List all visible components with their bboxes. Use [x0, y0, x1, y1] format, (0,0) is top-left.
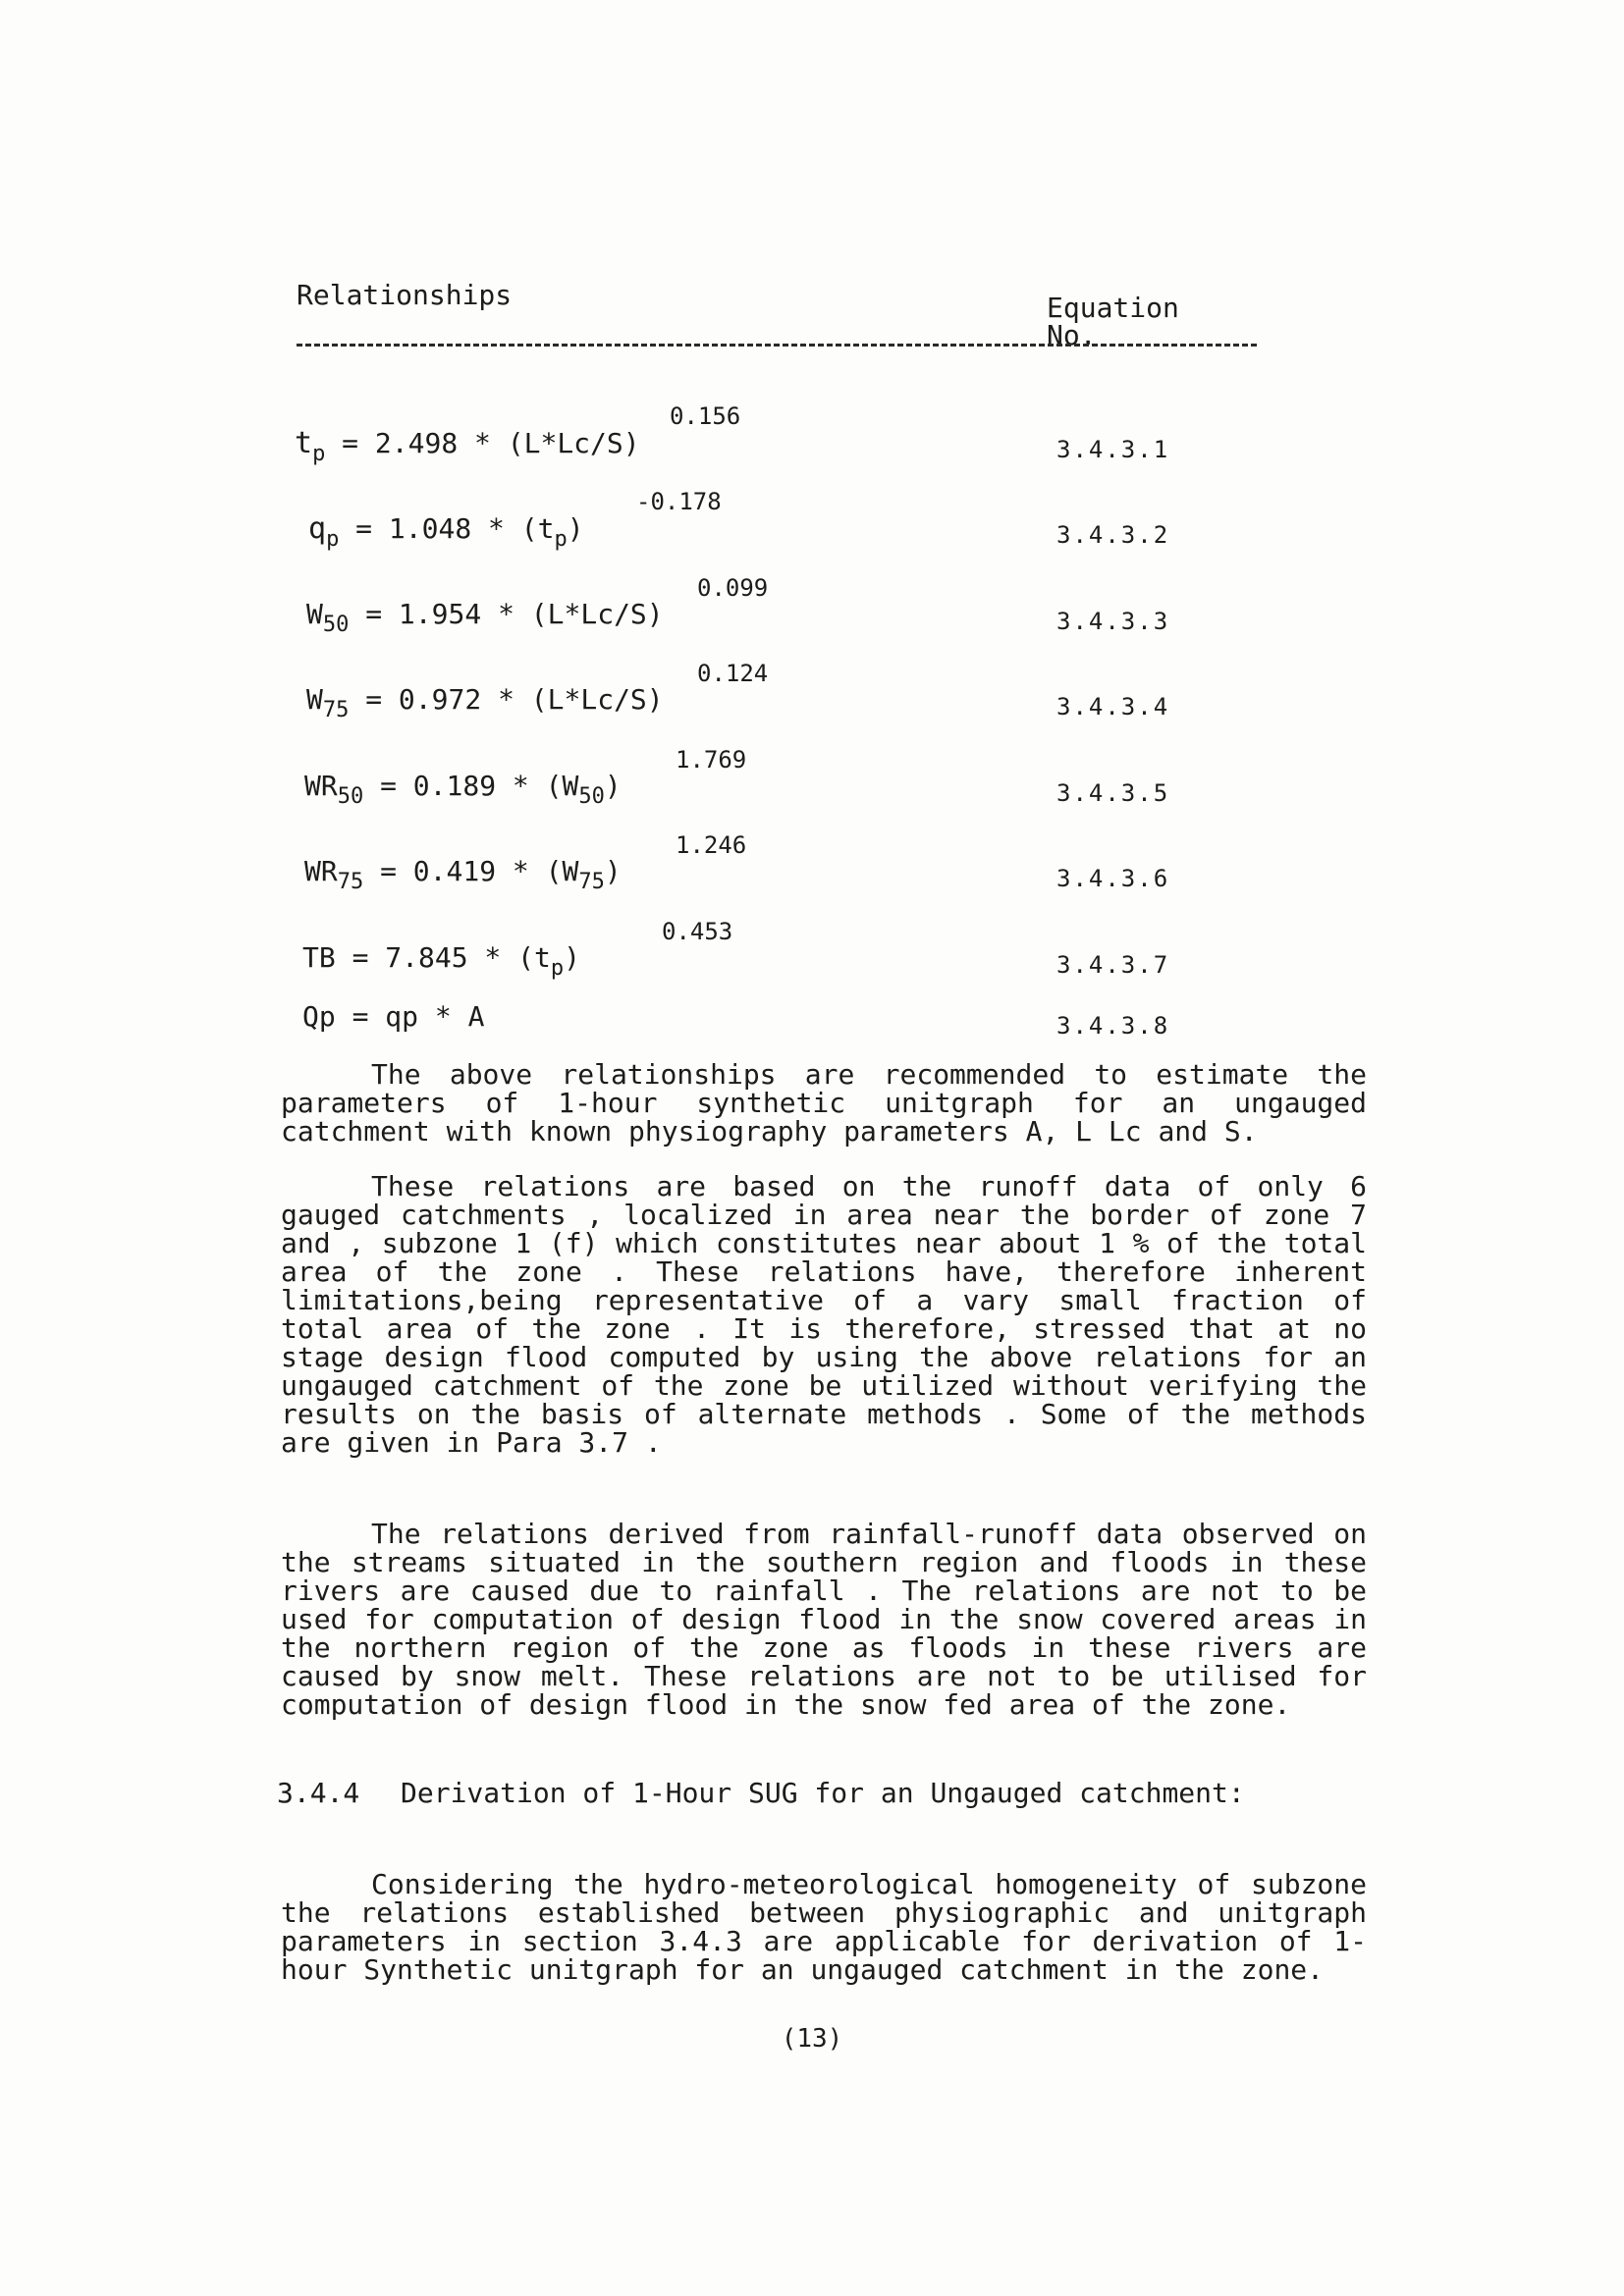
equation-lhs: WR: [304, 855, 338, 887]
section-number: 3.4.4: [277, 1777, 360, 1809]
equation-lhs-subscript: p: [312, 442, 326, 466]
equation-rhs-tail: ): [604, 855, 622, 887]
equation-formula: [306, 598, 664, 637]
equation-rhs-subscript: p: [550, 956, 565, 981]
equation-exponent: 0.453: [662, 918, 733, 945]
equation-lhs: WR: [304, 770, 338, 802]
equation-lhs: q: [308, 511, 327, 546]
equation-row: [291, 402, 1272, 471]
equation-lhs-subscript: 75: [337, 870, 364, 894]
equation-rhs-tail: ): [564, 941, 580, 974]
equation-row: [291, 977, 1272, 1045]
equation-lhs-subscript: 50: [322, 613, 350, 637]
equation-exponent: 1.769: [676, 746, 747, 774]
equation-lhs-subscript: p: [326, 527, 340, 552]
equation-row: [291, 574, 1272, 643]
equation-formula: [302, 941, 580, 981]
equation-formula: [295, 426, 640, 466]
header-rule: [297, 344, 1257, 347]
equation-row: [291, 831, 1272, 900]
equation-number: 3.4.3.3: [1056, 608, 1170, 635]
equation-row: [291, 488, 1272, 557]
equation-lhs-subscript: 50: [337, 784, 364, 809]
equation-number: 3.4.3.8: [1056, 1012, 1170, 1040]
equation-formula: [302, 1000, 484, 1033]
equation-rhs-subscript: 75: [578, 870, 605, 894]
equation-lhs: W: [306, 683, 323, 716]
equation-number: 3.4.3.2: [1056, 521, 1170, 549]
equation-number: 3.4.3.7: [1056, 951, 1170, 979]
equation-rhs: = qp * A: [335, 1000, 485, 1033]
equation-formula: [304, 855, 622, 894]
equation-row: [291, 746, 1272, 815]
equation-number: 3.4.3.5: [1056, 779, 1170, 807]
equation-formula: [308, 511, 584, 552]
column-header-relationships: Relationships: [297, 279, 513, 311]
equation-rhs-subscript: p: [554, 527, 568, 552]
equation-exponent: -0.178: [636, 488, 722, 515]
equation-rhs: = 1.954 * (L*Lc/S): [349, 598, 664, 630]
equation-number: 3.4.3.4: [1056, 693, 1170, 721]
page-number: (13): [781, 2024, 843, 2054]
equation-lhs: Qp: [302, 1000, 336, 1033]
paragraph-limitations: These relations are based on the runoff data of only 6 gauged catchments , localized in area near the border of zone 7 and , subzone 1 (f) which constitutes near about 1 % of the total area of the zone . These relations have, therefore inherent limitations,being representative of a vary small fraction of total area of the zone . It is therefore, stressed that at no stage design flood computed by using the above relations for an ungauged catchment of the zone be utilized without verifying the results on the basis of alternate methods . Some of the methods are given in Para 3.7 .: [281, 1170, 1367, 1459]
column-header-equation-no: [1047, 294, 1179, 349]
equation-rhs-tail: ): [604, 770, 622, 802]
paragraph-recommendation: The above relationships are recommended to estimate the parameters of 1-hour synthetic unitgraph for an ungauged catchment with known physiography parameters A, L Lc and S.: [281, 1058, 1367, 1148]
equation-number: 3.4.3.1: [1056, 436, 1170, 463]
equation-exponent: 0.156: [670, 402, 741, 430]
equation-formula: [306, 683, 664, 722]
equation-rhs: = 0.189 * (W: [363, 770, 579, 802]
equation-header-line2: No.: [1047, 319, 1097, 351]
equation-rhs: = 2.498 * (L*Lc/S): [325, 427, 640, 459]
equation-lhs: W: [306, 598, 323, 630]
equation-exponent: 1.246: [676, 831, 747, 859]
equation-row: [291, 660, 1272, 728]
equation-exponent: 0.124: [697, 660, 769, 687]
equation-number: 3.4.3.6: [1056, 865, 1170, 892]
section-title: Derivation of 1-Hour SUG for an Ungauged catchment:: [401, 1777, 1245, 1809]
equation-lhs-subscript: 75: [322, 698, 350, 722]
paragraph-snow-areas: The relations derived from rainfall-runoff data observed on the streams situated in the southern region and floods in these rivers are caused due to rainfall . The relations are not to be used for computation of design flood in the snow covered areas in the northern region of the zone as floods in these rivers are caused by snow melt. These relations are not to be utilised for computation of design flood in the snow fed area of the zone.: [281, 1518, 1367, 1721]
equation-rhs: = 0.419 * (W: [363, 855, 579, 887]
equation-lhs: t: [295, 426, 313, 460]
equation-exponent: 0.099: [697, 574, 769, 602]
equation-formula: [304, 770, 622, 809]
paragraph-derivation: Considering the hydro-meteorological homogeneity of subzone the relations established between physiographic and unitgraph parameters in section 3.4.3 are applicable for derivation of 1-hour Synthetic unitgraph for an ungauged catchment in the zone.: [281, 1868, 1367, 1986]
equation-lhs: TB: [302, 941, 336, 974]
equation-rhs: = 0.972 * (L*Lc/S): [349, 683, 664, 716]
equation-rhs: = 1.048 * (t: [339, 512, 555, 545]
equation-rhs-subscript: 50: [578, 784, 605, 809]
equation-header-line1: Equation: [1047, 292, 1179, 324]
equation-rhs-tail: ): [567, 512, 584, 545]
equation-rhs: = 7.845 * (t: [335, 941, 551, 974]
